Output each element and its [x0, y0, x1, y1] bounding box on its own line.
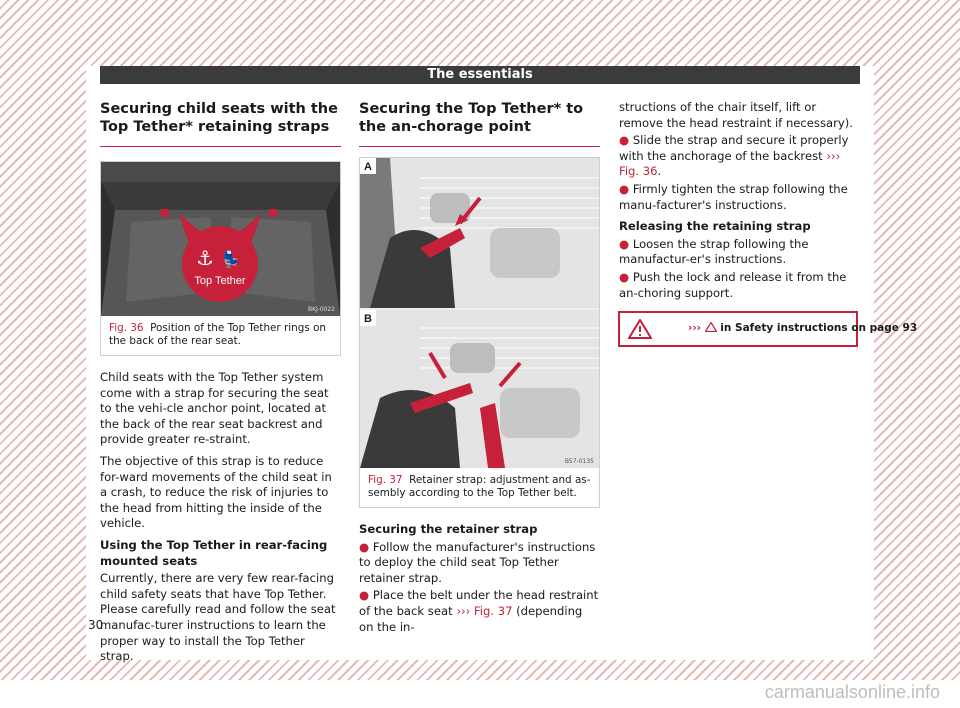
safety-warning-box	[618, 311, 918, 347]
figure-37-caption	[360, 468, 599, 507]
footer-watermark[interactable]: carmanualsonline.info	[764, 682, 940, 702]
paragraph: structions of the chair itself, lift or remove the head restraint if necessary).	[619, 100, 853, 130]
section-header: The essentials	[100, 66, 860, 84]
warning-triangle-icon	[628, 319, 652, 339]
right-column	[619, 100, 860, 307]
figure-link[interactable]: ››› Fig. 37	[456, 603, 513, 618]
left-heading: Securing child seats with the Top Tether* retaining straps	[100, 100, 341, 147]
page-number: 30	[88, 618, 104, 632]
figure-caption-text: Retainer strap: adjustment and as-sembly according to the Top Tether belt.	[368, 474, 591, 499]
left-column	[100, 100, 341, 671]
figure-36-caption	[101, 316, 340, 355]
footer-bar	[0, 680, 960, 708]
figure-37-image	[360, 158, 599, 468]
bullet-item: ● Slide the strap and secure it properly with the anchorage of the backrest ››› Fig. 36.	[619, 133, 849, 179]
subheading: Using the Top Tether in rear-facing mounted seats	[100, 537, 328, 568]
svg-text:💺: 💺	[221, 250, 241, 269]
paragraph: Currently, there are very few rear-facing child safety seats that have Top Tether. Please carefully read and follow the seat manufac-turer instructions to learn the proper way to install the Top Tether strap.	[100, 571, 336, 664]
bullet-item: ● Firmly tighten the strap following the manu-facturer's instructions.	[619, 181, 848, 212]
safety-warning-link[interactable]: ››› in Safety instructions on page 93	[688, 322, 918, 334]
bullet-item: ● Loosen the strap following the manufactur-er's instructions.	[619, 236, 809, 267]
figure-code: BKJ-0022	[307, 306, 335, 313]
figure-label: Fig. 36	[109, 322, 144, 334]
figure-37	[359, 157, 600, 508]
panel-b-label: B	[364, 313, 372, 325]
bullet-item: ● Follow the manufacturer's instructions to deploy the child seat Top Tether retainer strap.	[359, 539, 596, 585]
figure-link[interactable]: ››› Fig. 36	[619, 148, 841, 179]
subheading: Releasing the retaining strap	[619, 219, 811, 234]
middle-heading: Securing the Top Tether* to the an-chorage point	[359, 100, 600, 147]
paragraph: Child seats with the Top Tether system come with a strap for securing the seat to the vehi-cle anchor point, located at the back of the rear seat backrest and provide greater re-straint.	[100, 370, 329, 447]
top-tether-badge-text: Top Tether	[194, 275, 246, 287]
figure-36	[100, 161, 341, 356]
paragraph: The objective of this strap is to reduce for-ward movements of the child seat in a crash, to reduce the risk of injuries to the head from hitting the inside of the vehicle.	[100, 453, 332, 531]
panel-a-label: A	[364, 161, 372, 173]
figure-label: Fig. 37	[368, 474, 403, 486]
bullet-item: ● Push the lock and release it from the an-choring support.	[619, 269, 847, 300]
middle-column	[359, 100, 600, 641]
small-warning-icon	[705, 322, 717, 332]
bullet-item: ● Place the belt under the head restraint of the back seat ››› Fig. 37 (depending on the in-	[359, 588, 599, 634]
svg-text:⚓: ⚓	[196, 246, 214, 270]
figure-36-image	[101, 162, 340, 316]
figure-code: B57-0135	[564, 458, 594, 465]
figure-caption-text: Position of the Top Tether rings on the back of the rear seat.	[109, 322, 327, 347]
subheading: Securing the retainer strap	[359, 522, 538, 536]
